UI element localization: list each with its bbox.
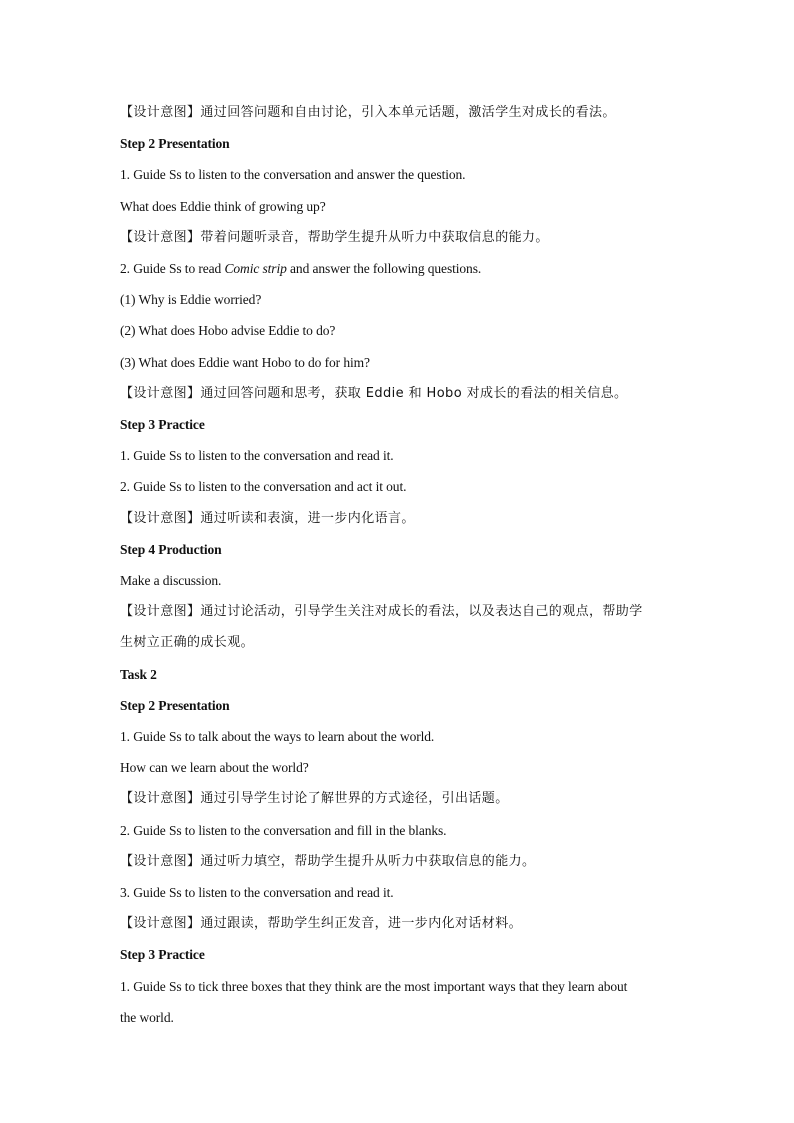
- step-heading: Step 2 Presentation: [120, 136, 230, 152]
- step-heading: Step 3 Practice: [120, 947, 205, 963]
- question-line: How can we learn about the world?: [120, 760, 309, 776]
- guide-line: 2. Guide Ss to listen to the conversation and fill in the blanks.: [120, 822, 447, 838]
- design-intent-line: 【设计意图】通过回答问题和自由讨论，引入本单元话题，激活学生对成长的看法。: [120, 105, 616, 120]
- design-intent-line-continued: 生树立正确的成长观。: [120, 635, 255, 651]
- step-heading: Step 3 Practice: [120, 417, 205, 433]
- step-heading: Step 4 Production: [120, 541, 222, 557]
- guide-line: 1. Guide Ss to talk about the ways to learn about the world.: [120, 729, 435, 745]
- design-intent-line: 【设计意图】通过回答问题和思考，获取 Eddie 和 Hobo 对成长的看法的相关信息。: [120, 385, 628, 401]
- guide-line: 2. Guide Ss to listen to the conversation and act it out.: [120, 479, 407, 495]
- design-intent-line: 【设计意图】通过听力填空，帮助学生提升从听力中获取信息的能力。: [120, 853, 536, 869]
- guide-line-continued: the world.: [120, 1009, 174, 1025]
- question-line: What does Eddie think of growing up?: [120, 198, 326, 214]
- design-intent-line: 【设计意图】通过引导学生讨论了解世界的方式途径，引出话题。: [120, 791, 509, 807]
- design-intent-line: 【设计意图】通过跟读，帮助学生纠正发音，进一步内化对话材料。: [120, 916, 523, 932]
- design-intent-line: 【设计意图】带着问题听录音，帮助学生提升从听力中获取信息的能力。: [120, 229, 549, 245]
- design-intent-line: 【设计意图】通过听读和表演，进一步内化语言。: [120, 510, 415, 526]
- activity-line: Make a discussion.: [120, 573, 222, 589]
- design-intent-line: 【设计意图】通过讨论活动，引导学生关注对成长的看法，以及表达自己的观点，帮助学: [120, 604, 643, 620]
- guide-line: 1. Guide Ss to tick three boxes that they think are the most important ways that they learn about: [120, 978, 628, 994]
- document-body: [120, 97, 680, 1033]
- question-line: (3) What does Eddie want Hobo to do for him?: [120, 354, 370, 370]
- task-heading: Task 2: [120, 666, 157, 682]
- comic-strip-emphasis: Comic strip: [224, 261, 287, 277]
- guide-line: 1. Guide Ss to listen to the conversation and read it.: [120, 448, 394, 464]
- guide-line: 1. Guide Ss to listen to the conversation and answer the question.: [120, 167, 466, 183]
- guide-text-after: and answer the following questions.: [286, 261, 482, 277]
- step-heading: Step 2 Presentation: [120, 697, 230, 713]
- question-line: (1) Why is Eddie worried?: [120, 292, 262, 308]
- guide-text-before: 2. Guide Ss to read: [120, 261, 225, 277]
- guide-line: 3. Guide Ss to listen to the conversation and read it.: [120, 885, 394, 901]
- question-line: (2) What does Hobo advise Eddie to do?: [120, 323, 336, 339]
- guide-line-comic-strip: [120, 253, 680, 284]
